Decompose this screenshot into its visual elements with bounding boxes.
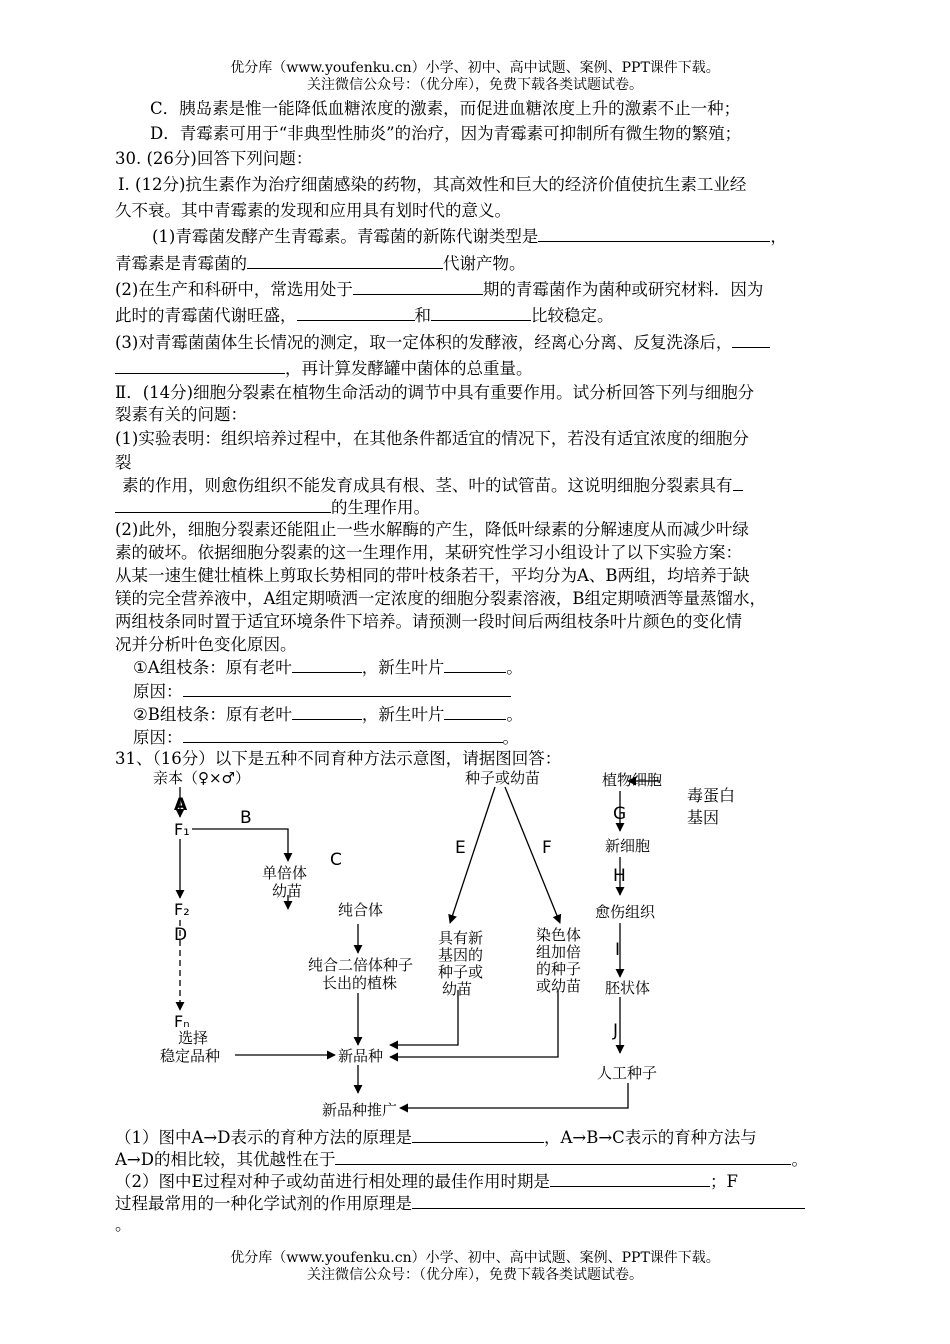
node-toxin-line2: 基因: [687, 808, 720, 827]
node-callus: 愈伤组织: [595, 903, 656, 921]
node-promote: 新品种推广: [322, 1101, 398, 1119]
q31-q2-line-c: 。: [115, 1215, 132, 1234]
blank-a-reason[interactable]: [183, 680, 511, 697]
blank-growth-phase[interactable]: [353, 278, 483, 295]
node-embryoid: 胚状体: [605, 979, 651, 997]
node-chrom-line2: 组加倍: [536, 943, 582, 961]
node-homozygote: 纯合体: [338, 901, 384, 919]
q30-t1-line-c: 素的作用，则愈伤组织不能发育成具有根、茎、叶的试管苗。这说明细胞分裂素具有: [122, 474, 743, 497]
node-select-line1: 选择: [178, 1029, 209, 1047]
node-newgene-line3: 种子或: [438, 963, 484, 981]
node-fn: Fₙ: [174, 1012, 190, 1031]
blank-a-new-leaf[interactable]: [444, 656, 506, 673]
node-parent: 亲本（♀×♂）: [153, 769, 251, 787]
q30-s2-line-a: (2)在生产和科研中，常选用处于 期的青霉菌作为菌种或研究材料．因为: [115, 280, 764, 299]
label-j: J: [613, 1021, 619, 1041]
page-footer: [0, 1250, 950, 1284]
footer-line-2: 关注微信公众号：（优分库），免费下载各类试题试卷。: [307, 1267, 643, 1283]
breeding-methods-diagram: [150, 765, 770, 1130]
arrow-b: [192, 829, 288, 861]
q30-part1-intro-a: Ⅰ. (12分)抗生素作为治疗细菌感染的药物，其高效性和巨大的经济价值使抗生素工业经: [118, 175, 747, 194]
blank-ad-principle[interactable]: [412, 1126, 544, 1143]
q30-part1-intro-b: 久不衰。其中青霉素的发现和应用具有划时代的意义。: [115, 201, 511, 220]
blank-reagent-principle[interactable]: [412, 1192, 805, 1209]
node-new-variety: 新品种: [338, 1047, 384, 1065]
blank-best-period[interactable]: [550, 1170, 710, 1187]
header-line-2: 关注微信公众号：（优分库），免费下载各类试题试卷。: [307, 77, 643, 93]
node-new-cell: 新细胞: [605, 837, 651, 855]
blank-b-old-leaf[interactable]: [292, 703, 362, 720]
arrow-newgene-newvariety: [390, 990, 458, 1045]
q29-option-c: C．胰岛素是惟一能降低血糖浓度的激素，而促进血糖浓度上升的激素不止一种；: [150, 99, 741, 118]
label-g: G: [613, 804, 627, 824]
q30-part2-intro-a: Ⅱ．(14分)细胞分裂素在植物生命活动的调节中具有重要作用。试分析回答下列与细胞分: [115, 383, 755, 402]
node-chrom-line3: 的种子: [536, 960, 582, 978]
node-f1: F₁: [174, 820, 190, 839]
blank-a-old-leaf[interactable]: [292, 656, 362, 673]
node-f2: F₂: [174, 900, 190, 919]
q30-group-b-reason: 原因： 。: [133, 728, 519, 747]
blank-advantage[interactable]: [335, 1148, 791, 1165]
q30-s1-line-a: (1)青霉菌发酵产生青霉素。青霉菌的新陈代谢类型是 ，: [152, 227, 787, 246]
node-newgene-line2: 基因的: [438, 946, 484, 964]
label-h: H: [613, 866, 626, 886]
q30-s1-line-b: 青霉素是青霉菌的 代谢产物。: [115, 254, 526, 273]
q30-t2-line-d: 镁的完全营养液中，A组定期喷洒一定浓度的细胞分裂素溶液，B组定期喷洒等量蒸馏水，: [115, 589, 767, 608]
arrow-chrom-newvariety: [390, 990, 558, 1057]
q31-q1-line-a: （1）图中A→D表示的育种方法的原理是 ，A→B→C表示的育种方法与: [115, 1128, 757, 1147]
node-haploid-line1: 单倍体: [262, 864, 308, 882]
label-e: E: [455, 838, 466, 858]
q30-part2-intro-b: 裂素有关的问题：: [115, 405, 247, 424]
blank-measure-a[interactable]: [732, 331, 770, 348]
header-line-1: 优分库（www.youfenku.cn）小学、初中、高中试题、案例、PPT课件下载。: [230, 60, 720, 76]
q30-s3-line-b: ，再计算发酵罐中菌体的总重量。: [115, 357, 533, 380]
q30-t2-line-b: 素的破坏。依据细胞分裂素的这一生理作用，某研究性学习小组设计了以下实验方案：: [115, 543, 742, 562]
q30-group-b-line: ②B组枝条：原有老叶 ，新生叶片 。: [133, 705, 523, 724]
label-d: D: [174, 925, 188, 945]
page-header: [0, 60, 950, 94]
q31-q1-line-b: A→D的相比较，其优越性在于 。: [115, 1150, 808, 1169]
footer-line-1: 优分库（www.youfenku.cn）小学、初中、高中试题、案例、PPT课件下载。: [230, 1250, 720, 1266]
node-newgene-line1: 具有新: [438, 929, 484, 947]
blank-measure-b[interactable]: [115, 357, 285, 374]
node-newgene-line4: 幼苗: [442, 980, 473, 998]
q30-t1-line-d: 的生理作用。: [115, 496, 430, 519]
node-seeds: 种子或幼苗: [465, 769, 541, 787]
q30-t2-line-f: 况并分析叶色变化原因。: [115, 635, 297, 654]
label-a: A: [174, 795, 188, 815]
node-select-line2: 稳定品种: [160, 1047, 221, 1065]
blank-function-a[interactable]: [733, 474, 743, 491]
blank-metabolite-type[interactable]: [247, 252, 443, 269]
node-pure-seeds-line2: 长出的植株: [322, 974, 398, 992]
label-b: B: [240, 808, 252, 828]
q31-q2-line-b: 过程最常用的一种化学试剂的作用原理是: [115, 1192, 805, 1215]
q30-group-a-line: ①A组枝条：原有老叶 ，新生叶片 。: [133, 658, 523, 677]
q30-t2-line-a: (2)此外，细胞分裂素还能阻止一些水解酶的产生，降低叶绿素的分解速度从而减少叶绿: [115, 520, 749, 539]
blank-b-new-leaf[interactable]: [444, 703, 506, 720]
label-f: F: [542, 838, 552, 858]
q29-option-d: D．青霉素可用于“非典型性肺炎”的治疗，因为青霉素可抑制所有微生物的繁殖；: [150, 124, 742, 143]
node-chrom-line4: 或幼苗: [536, 977, 582, 995]
q31-title: 31、（16分）以下是五种不同育种方法示意图，请据图回答：: [115, 749, 562, 768]
q30-s2-line-b: 此时的青霉菌代谢旺盛， 和 比较稳定。: [115, 306, 614, 325]
node-haploid-line2: 幼苗: [272, 882, 303, 900]
q30-group-a-reason: 原因：: [133, 680, 511, 703]
node-pure-seeds-line1: 纯合二倍体种子: [308, 956, 414, 974]
blank-function-b[interactable]: [115, 496, 331, 513]
blank-stable-1[interactable]: [297, 304, 415, 321]
node-plant-cell: 植物细胞: [602, 771, 663, 789]
q30-s3-line-a: (3)对青霉菌菌体生长情况的测定，取一定体积的发酵液，经离心分离、反复洗涤后，: [115, 331, 770, 354]
node-artificial-seed: 人工种子: [597, 1064, 658, 1082]
q30-title: 30. (26分)回答下列问题：: [115, 149, 313, 168]
blank-metabolism-type[interactable]: [538, 225, 770, 242]
blank-b-reason[interactable]: [183, 726, 503, 743]
node-toxin-line1: 毒蛋白: [687, 786, 736, 805]
label-i: I: [615, 940, 621, 960]
blank-stable-2[interactable]: [431, 304, 531, 321]
label-c: C: [330, 850, 342, 870]
node-chrom-line1: 染色体: [536, 926, 582, 944]
q30-t2-line-e: 两组枝条同时置于适宜环境条件下培养。请预测一段时间后两组枝条叶片颜色的变化情: [115, 612, 742, 631]
q31-q2-line-a: （2）图中E过程对种子或幼苗进行相处理的最佳作用时期是 ；F: [115, 1172, 738, 1191]
arrow-artificial-promote: [400, 1083, 628, 1108]
q30-t1-line-b: 裂: [115, 453, 132, 472]
q30-t1-line-a: (1)实验表明：组织培养过程中，在其他条件都适宜的情况下，若没有适宜浓度的细胞分: [115, 429, 749, 448]
q30-t2-line-c: 从某一速生健壮植株上剪取长势相同的带叶枝条若干，平均分为A、B两组，均培养于缺: [115, 566, 750, 585]
